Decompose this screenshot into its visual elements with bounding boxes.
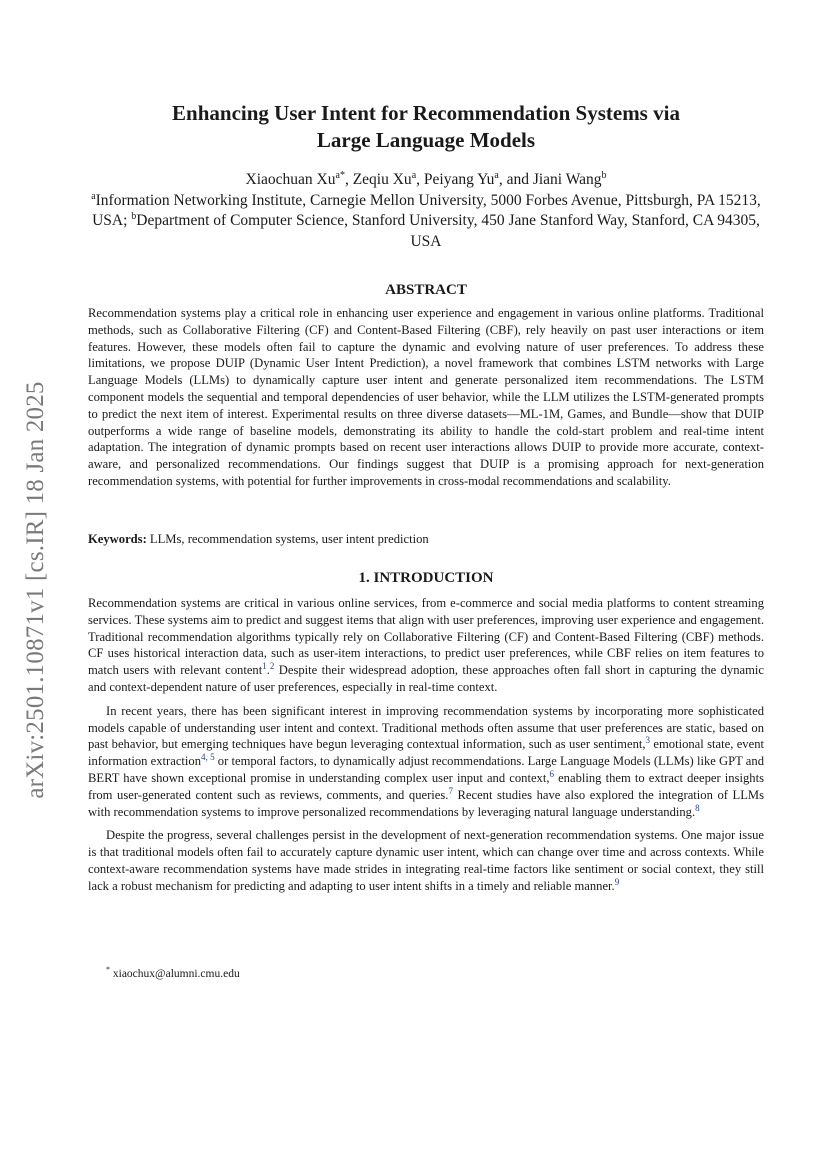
author-name: Zeqiu Xu [352,171,412,188]
abstract-heading: ABSTRACT [385,282,467,298]
citation-link[interactable]: 4, 5 [201,751,215,762]
author-name: Xiaochuan Xu [245,171,336,188]
title-line-2: Large Language Models [316,128,536,152]
arxiv-identifier-text: arXiv:2501.10871v1 [cs.IR] 18 Jan 2025 [22,381,49,799]
citation-link[interactable]: 8 [695,802,700,813]
keywords-line [88,531,764,548]
abstract-text: Recommendation systems play a critical role in enhancing user experience and engagement in various online platforms. Traditional methods, such as Collaborative Filtering (CF) and Content-Based Filtering (CBF), rely heavily on past user interactions or item features. However, these models often fail to capture the dynamic and evolving nature of user preferences. To address these limitations, we propose DUIP (Dynamic User Intent Prediction), a novel framework that combines LSTM networks with Large Language Models (LLMs) to dynamically capture user intent and generate personalized item recommendations. The LSTM component models the sequential and temporal dependencies of user behavior, while the LLM utilizes the LSTM-generated prompts to predict the next item of interest. Experimental results on three diverse datasets—ML-1M, Games, and Bundle—show that DUIP outperforms a wide range of baseline models, demonstrating its ability to handle the cold-start problem and real-time intent adaptation. The integration of dynamic prompts based on recent user interactions allows DUIP to provide more accurate, context-aware, and personalized recommendations. Our findings suggest that DUIP is a promising approach for next-generation recommendation systems, with potential for further improvements in cross-modal recommendations and scalability. [88,306,764,488]
author-list: Xiaochuan $Xu^{a*}$, Zeqiu Xu$^a$, Peiyang Yu$^a$, and Jiani Wang$^b$ [245,169,607,188]
author-affiliation-mark: a [411,169,417,181]
title-line-1: Enhancing User Intent for Recommendation Systems via [172,101,680,125]
citation-link[interactable]: 9 [614,876,620,887]
paragraph: Despite the progress, several challenges persist in the development of next-generation recommendation systems. One major issue is that traditional models often fail to accurately capture dynamic user intent, which can change over time and across contexts. While context-aware recommendation systems have made strides in integrating real-time factors like sentiment or social context, they still lack a robust mechanism for predicting and adapting to user intent shifts in a timely and reliable manner.$^9$ [88,828,764,893]
introduction-body [88,595,764,902]
arxiv-identifier[interactable] [20,300,52,880]
author-affiliation-mark: a* [335,169,345,181]
citation-link[interactable]: 1 [262,661,267,671]
footnote-mark: * [106,965,110,974]
section-heading-introduction: 1. INTRODUCTION [358,570,494,586]
keywords-label: Keywords: [88,532,147,546]
author-name: Peiyang Yu [423,171,495,188]
author-block [88,170,764,252]
citation-link[interactable]: 6 [549,768,554,779]
paragraph: In recent years, there has been significant interest in improving recommendation systems by incorporating more sophisticated models capable of understanding user intent and context. Traditional methods often assume that user preferences are static, based on past behavior, but emerging techniques have begun leveraging contextual information, such as user sentiment,$^3$ emotional state, event information extraction$^{4, 5}$ or temporal factors, to dynamically adjust recommendations. Large Language Models (LLMs) like GPT and BERT have shown exceptional promise in understanding complex user input and context,$^6$ enabling them to extract deeper insights from user-generated content such as reviews, comments, and queries.$^7$ Recent studies have also explored the integration of LLMs with recommendation systems to improve personalized recommendations by leveraging natural language understanding.$^8$ [88,703,764,819]
affiliation-b: Department of Computer Science, Stanford University, 450 Jane Stanford Way, Stanford, CA 94305, USA [136,212,760,250]
citation-link[interactable]: 3 [645,735,651,746]
paper-title [88,100,764,154]
affiliations: $^a$Information Networking Institute, Carnegie Mellon University, 5000 Forbes Avenue, Pittsburgh, PA 15213, USA; $^b$Department of Computer Science, Stanford University, 450 Jane Stanford Way, Stanford, CA 94305, USA [91,190,761,250]
citation-link[interactable]: 2 [269,661,275,671]
affiliation-a: Information Networking Institute, Carnegie Mellon University, 5000 Forbes Avenue, Pittsburgh, PA 15213, USA; [92,191,761,229]
author-affiliation-mark: b [601,169,607,181]
author-affiliation-mark: a [494,169,499,181]
author-name: Jiani Wang [532,171,602,188]
footnote-email[interactable]: xiaochux@alumni.cmu.edu [112,967,240,980]
keywords-text: LLMs, recommendation systems, user intent prediction [149,532,429,546]
footnote [106,962,240,982]
citation-link[interactable]: 7 [448,785,453,796]
paragraph: Recommendation systems are critical in various online services, from e-commerce and social media platforms to content streaming services. These systems aim to predict and suggest items that align with user preferences, improving user experience and engagement. Traditional recommendation algorithms typically rely on Collaborative Filtering (CF) and Content-Based Filtering (CBF) methods. CF uses historical interaction data, such as user-item interactions, to predict user preferences, while CBF relies on item features to match users with relevant content$^1$.$^2$ Despite their widespread adoption, these approaches often fall short in capturing the dynamic and context-dependent nature of user preferences, especially in real-time context. [88,596,764,694]
